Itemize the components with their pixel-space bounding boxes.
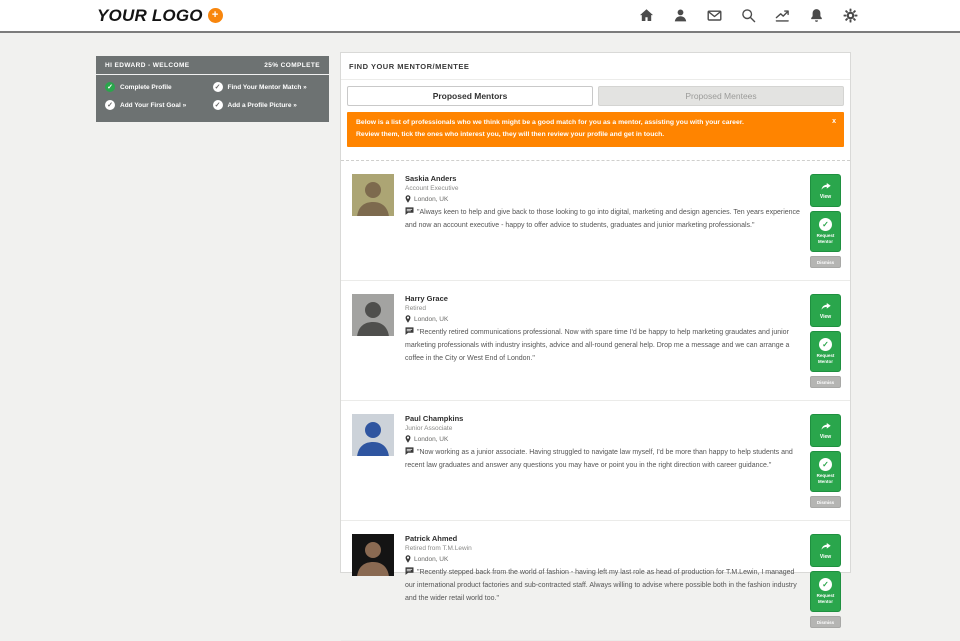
dismiss-button[interactable]: Dismiss <box>810 616 841 628</box>
speech-bubble-icon <box>405 207 414 215</box>
mentor-location: London, UK <box>414 195 449 203</box>
mentor-name: Harry Grace <box>405 294 448 304</box>
tab-bar <box>347 86 844 106</box>
person-silhouette-icon <box>352 414 394 456</box>
check-circle-icon: ✓ <box>819 338 832 351</box>
mentor-card <box>341 401 850 521</box>
checklist-item[interactable] <box>105 100 213 110</box>
check-circle-icon: ✓ <box>819 458 832 471</box>
mentor-job-title: Retired <box>405 305 426 313</box>
checklist-item[interactable] <box>213 100 321 110</box>
mentor-photo <box>352 534 394 576</box>
check-icon: ✓ <box>105 100 115 110</box>
mentor-name: Saskia Anders <box>405 174 457 184</box>
topbar-icon-row <box>638 8 858 24</box>
mentor-card <box>341 281 850 401</box>
view-button-label: View <box>819 434 832 441</box>
view-button-label: View <box>819 194 832 201</box>
mentor-quote-text: "Always keen to help and give back to those looking to go into digital, marketing and design agencies. Ten years experience and now an account executive - happy to offer advice to students, graduates and junior marketing professionals." <box>405 209 800 230</box>
check-icon: ✓ <box>213 100 223 110</box>
mentor-quote <box>405 567 800 606</box>
profile-icon[interactable] <box>672 8 688 24</box>
welcome-widget <box>96 56 329 122</box>
view-button[interactable] <box>810 534 841 567</box>
mentor-list <box>341 160 850 641</box>
check-circle-icon: ✓ <box>819 578 832 591</box>
tab-proposed-mentees[interactable]: Proposed Mentees <box>598 86 844 106</box>
mentor-quote-text: "Now working as a junior associate. Having struggled to navigate law myself, I'd be more than happy to help students and recent law graduates and answer any questions you may have or point you in the right direction with career guidance." <box>405 449 793 470</box>
messages-icon[interactable] <box>706 8 722 24</box>
profile-progress: 25% COMPLETE <box>264 62 320 69</box>
mentor-info <box>405 174 810 268</box>
home-icon[interactable] <box>638 8 654 24</box>
location-pin-icon <box>405 555 411 563</box>
dismiss-button[interactable]: Dismiss <box>810 496 841 508</box>
search-icon[interactable] <box>740 8 756 24</box>
mentor-location-row <box>405 435 800 443</box>
request-mentor-button[interactable] <box>810 331 841 372</box>
mentor-name: Paul Champkins <box>405 414 464 424</box>
mentor-quote-text: "Recently stepped back from the world of fashion - having left my last role as head of production for T.M.Lewin, I managed our international product factories and sub-contracted staff. Always willing to advise where possible both in the fashion industry and the wider retail world too." <box>405 569 797 603</box>
settings-icon[interactable] <box>842 8 858 24</box>
mentor-actions <box>810 294 841 388</box>
mentor-location: London, UK <box>414 315 449 323</box>
tab-proposed-mentors[interactable]: Proposed Mentors <box>347 86 593 106</box>
dismiss-button[interactable]: Dismiss <box>810 256 841 268</box>
request-mentor-label: Request Mentor <box>816 233 835 245</box>
checklist-item-label: Add Your First Goal » <box>120 101 187 109</box>
person-silhouette-icon <box>352 534 394 576</box>
check-icon: ✓ <box>105 82 115 92</box>
mentor-quote <box>405 447 800 473</box>
app-logo[interactable] <box>97 6 223 26</box>
mentor-name: Patrick Ahmed <box>405 534 458 544</box>
location-pin-icon <box>405 435 411 443</box>
mentor-location-row <box>405 315 800 323</box>
view-button-label: View <box>819 314 832 321</box>
checklist-item[interactable] <box>105 82 213 92</box>
logo-text: YOUR LOGO <box>97 5 203 25</box>
banner-close-icon[interactable]: x <box>832 118 836 125</box>
mentor-info <box>405 534 810 628</box>
mentor-card <box>341 161 850 281</box>
request-mentor-button[interactable] <box>810 571 841 612</box>
mentor-job-title: Retired from T.M.Lewin <box>405 545 472 553</box>
activity-icon[interactable] <box>774 8 790 24</box>
share-arrow-icon <box>820 181 831 192</box>
person-silhouette-icon <box>352 174 394 216</box>
find-mentor-panel <box>340 52 851 625</box>
banner-line-2: Review them, tick the ones who interest you, they will then review your profile and get in touch. <box>356 131 665 139</box>
mentor-quote <box>405 327 800 366</box>
location-pin-icon <box>405 315 411 323</box>
mentor-location-row <box>405 555 800 563</box>
welcome-checklist <box>96 75 329 117</box>
mentor-card <box>341 521 850 641</box>
speech-bubble-icon <box>405 327 414 335</box>
mentor-location-row <box>405 195 800 203</box>
request-mentor-label: Request Mentor <box>816 593 835 605</box>
mentor-job-title: Junior Associate <box>405 425 453 433</box>
location-pin-icon <box>405 195 411 203</box>
person-silhouette-icon <box>352 294 394 336</box>
request-mentor-label: Request Mentor <box>816 353 835 365</box>
info-banner <box>347 112 844 147</box>
mentor-quote-text: "Recently retired communications professional. Now with spare time I'd be happy to help marketing graudates and junior marketing professionals with industry insights, advice and all-round general help. Drop me a message and we can arrange a coffee in the City or West End of London." <box>405 329 790 363</box>
checklist-item[interactable] <box>213 82 321 92</box>
mentor-photo <box>352 294 394 336</box>
mentor-photo <box>352 414 394 456</box>
mentor-actions <box>810 174 841 268</box>
checklist-item-label: Complete Profile <box>120 83 172 91</box>
banner-line-1: Below is a list of professionals who we think might be a good match for you as a mentor, assisting you with your career. <box>356 119 744 126</box>
notifications-icon[interactable] <box>808 8 824 24</box>
checklist-item-label: Find Your Mentor Match » <box>227 83 307 91</box>
mentor-job-title: Account Executive <box>405 185 459 193</box>
view-button[interactable] <box>810 414 841 447</box>
request-mentor-button[interactable] <box>810 451 841 492</box>
mentor-info <box>405 414 810 508</box>
checklist-item-label: Add a Profile Picture » <box>227 101 297 109</box>
speech-bubble-icon <box>405 567 414 575</box>
share-arrow-icon <box>820 421 831 432</box>
mentor-photo <box>352 174 394 216</box>
share-arrow-icon <box>820 301 831 312</box>
mentor-location: London, UK <box>414 435 449 443</box>
top-bar <box>0 0 960 33</box>
request-mentor-label: Request Mentor <box>816 473 835 485</box>
request-mentor-button[interactable] <box>810 211 841 252</box>
mentor-actions <box>810 534 841 628</box>
view-button[interactable] <box>810 294 841 327</box>
view-button[interactable] <box>810 174 841 207</box>
view-button-label: View <box>819 554 832 561</box>
speech-bubble-icon <box>405 447 414 455</box>
dismiss-button[interactable]: Dismiss <box>810 376 841 388</box>
welcome-title: HI EDWARD - WELCOME <box>105 62 190 69</box>
check-icon: ✓ <box>213 82 223 92</box>
mentor-location: London, UK <box>414 555 449 563</box>
mentor-actions <box>810 414 841 508</box>
mentor-info <box>405 294 810 388</box>
panel-title: FIND YOUR MENTOR/MENTEE <box>341 53 850 80</box>
mentor-quote <box>405 207 800 233</box>
share-arrow-icon <box>820 541 831 552</box>
check-circle-icon: ✓ <box>819 218 832 231</box>
logo-plus-icon: + <box>208 8 223 23</box>
welcome-widget-header <box>96 56 329 75</box>
